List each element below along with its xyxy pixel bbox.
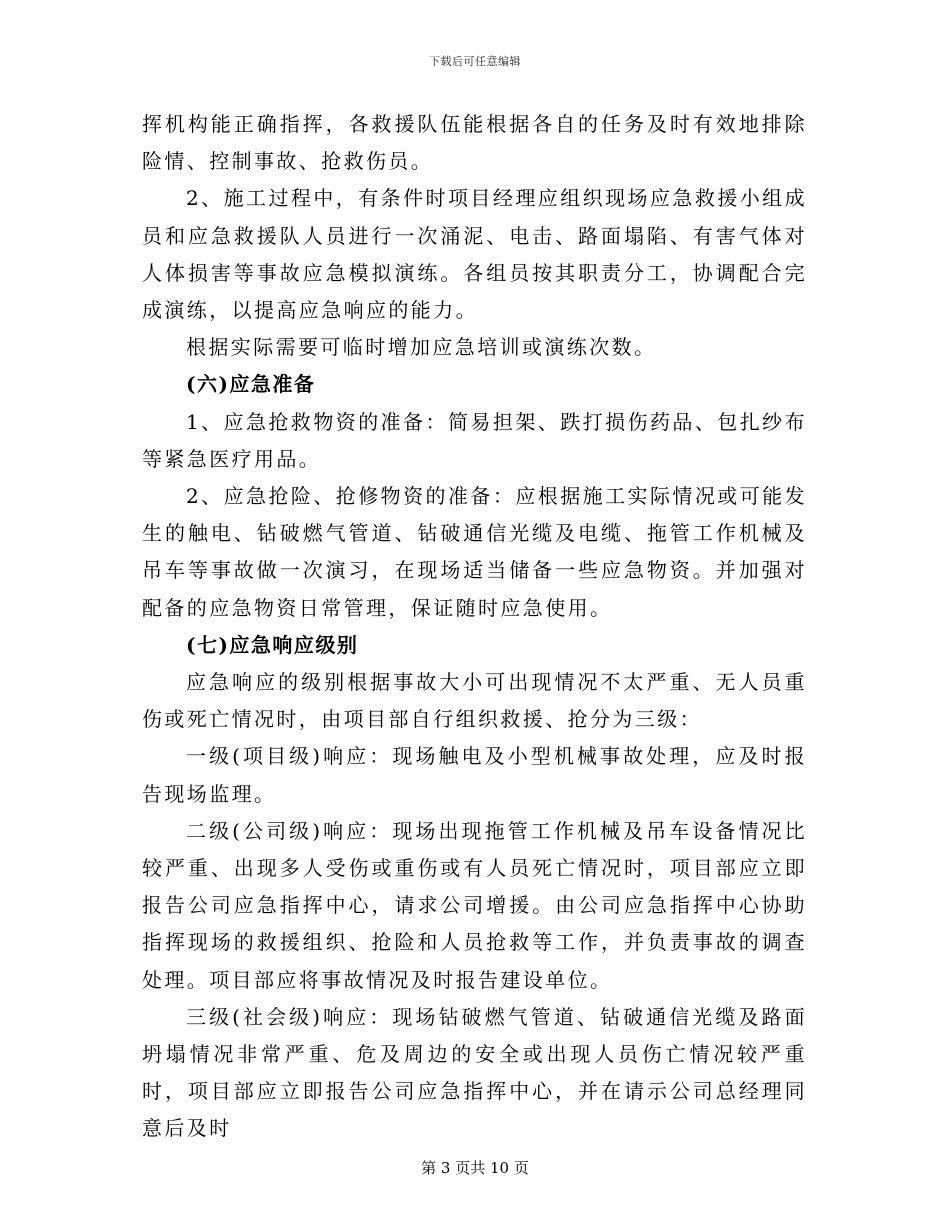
section-heading-response-levels: (七)应急响应级别 — [186, 632, 359, 657]
paragraph-extra-training: 根据实际需要可临时增加应急培训或演练次数。 — [186, 335, 657, 360]
section-heading-emergency-preparation: (六)应急准备 — [186, 372, 316, 397]
paragraph-level-one: 一级(项目级)响应：现场触电及小型机械事故处理，应及时报告现场监理。 — [142, 744, 807, 806]
page-number: 第 3 页共 10 页 — [421, 1159, 529, 1177]
document-body — [142, 106, 807, 1148]
paragraph-drill-item-2: 2、施工过程中，有条件时项目经理应组织现场应急救援小组成员和应急救援队人员进行一次涌泥、电击、路面塌陷、有害气体对人体损害等事故应急模拟演练。各组员按其职责分工，协调配合完成演练，以提高应急响应的能力。 — [142, 186, 807, 323]
paragraph-rescue-supplies: 1、应急抢救物资的准备：简易担架、跌打损伤药品、包扎纱布等紧急医疗用品。 — [142, 409, 807, 471]
paragraph-repair-supplies: 2、应急抢险、抢修物资的准备：应根据施工实际情况或可能发生的触电、钻破燃气管道、钻破通信光缆及电缆、拖管工作机械及吊车等事故做一次演习，在现场适当储备一些应急物资。并加强对配备的应急物资日常管理，保证随时应急使用。 — [142, 484, 807, 620]
paragraph-level-three: 三级(社会级)响应：现场钻破燃气管道、钻破通信光缆及路面坍塌情况非常严重、危及周边的安全或出现人员伤亡情况较严重时，项目部应立即报告公司应急指挥中心，并在请示公司总经理同意后及时 — [142, 1004, 807, 1141]
paragraph-response-levels-intro: 应急响应的级别根据事故大小可出现情况不太严重、无人员重伤或死亡情况时，由项目部自行组织救援、抢分为三级： — [142, 670, 807, 732]
paragraph-level-two: 二级(公司级)响应：现场出现拖管工作机械及吊车设备情况比较严重、出现多人受伤或重伤或有人员死亡情况时，项目部应立即报告公司应急指挥中心，请求公司增援。由公司应急指挥中心协助指挥现场的救援组织、抢险和人员抢救等工作，并负责事故的调查处理。项目部应将事故情况及时报告建设单位。 — [142, 818, 807, 992]
paragraph-continuation: 挥机构能正确指挥，各救援队伍能根据各自的任务及时有效地排除险情、控制事故、抢救伤员。 — [142, 112, 807, 174]
header-note: 下载后可任意编辑 — [429, 55, 521, 68]
